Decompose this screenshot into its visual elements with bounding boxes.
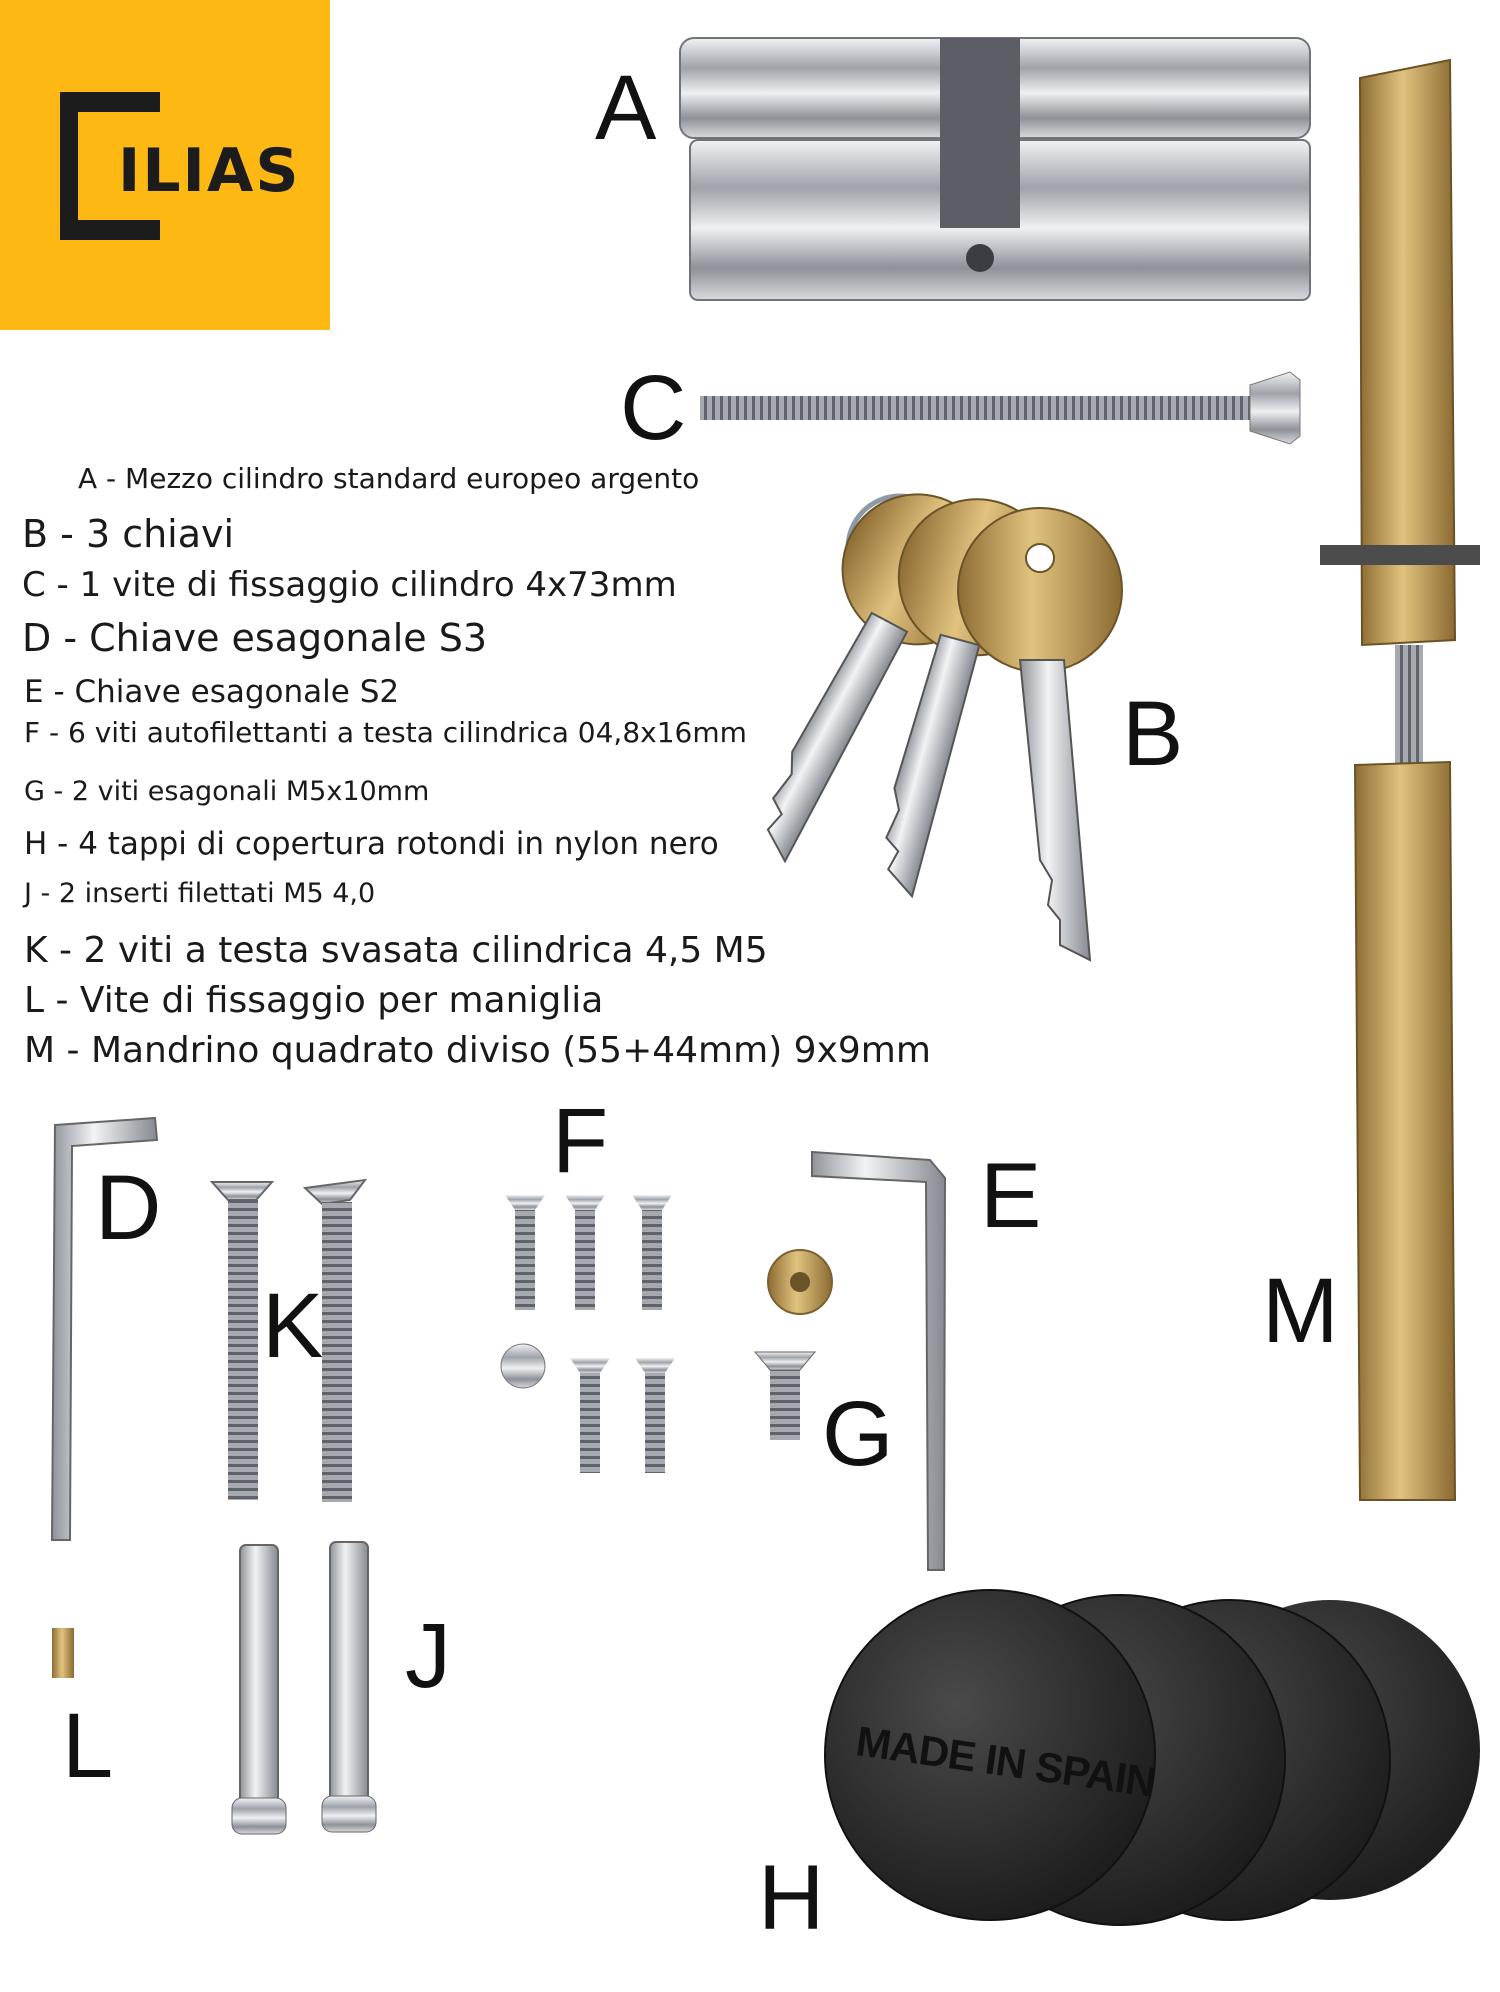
label-l: L	[62, 1695, 114, 1797]
legend-item-k: K - 2 viti a testa svasata cilindrica 4,5 M5	[24, 930, 768, 971]
legend-item-g: G - 2 viti esagonali M5x10mm	[24, 776, 430, 807]
label-a: A	[595, 57, 657, 159]
label-b: B	[1122, 683, 1184, 785]
legend-item-a: A - Mezzo cilindro standard europeo argento	[78, 462, 700, 495]
cylinder-screw-image	[700, 372, 1300, 444]
hex-screws-image	[755, 1250, 832, 1440]
hex-key-s2-image	[812, 1152, 945, 1570]
legend-item-b: B - 3 chiavi	[22, 512, 235, 556]
threaded-inserts-image	[232, 1542, 376, 1834]
legend-item-d: D - Chiave esagonale S3	[22, 616, 488, 660]
label-h: H	[758, 1847, 825, 1949]
spindle-image	[1320, 60, 1480, 1500]
label-f: F	[552, 1090, 609, 1192]
grub-screw-image	[52, 1628, 74, 1678]
legend-item-f: F - 6 viti autofilettanti a testa cilindrica 04,8x16mm	[24, 716, 747, 749]
label-c: C	[620, 357, 687, 459]
legend-item-h: H - 4 tappi di copertura rotondi in nylon nero	[24, 826, 719, 862]
label-g: G	[822, 1383, 894, 1485]
legend-item-c: C - 1 vite di fissaggio cilindro 4x73mm	[22, 565, 677, 605]
label-e: E	[980, 1145, 1042, 1247]
cylinder-image	[680, 38, 1310, 300]
legend-item-e: E - Chiave esagonale S2	[24, 674, 400, 710]
label-d: D	[95, 1157, 162, 1259]
keys-image	[701, 468, 1122, 960]
label-j: J	[405, 1605, 451, 1707]
label-k: K	[262, 1275, 324, 1377]
logo-text: ILIAS	[118, 136, 301, 206]
legend-item-m: M - Mandrino quadrato diviso (55+44mm) 9x9mm	[24, 1030, 931, 1071]
label-m: M	[1262, 1260, 1339, 1362]
cap-embossed-text: MADE IN SPAIN	[853, 1717, 1159, 1806]
legend-item-j: J - 2 inserti filettati M5 4,0	[24, 878, 376, 909]
self-tapping-screws-image	[501, 1195, 675, 1473]
legend-item-l: L - Vite di fissaggio per maniglia	[24, 980, 604, 1021]
